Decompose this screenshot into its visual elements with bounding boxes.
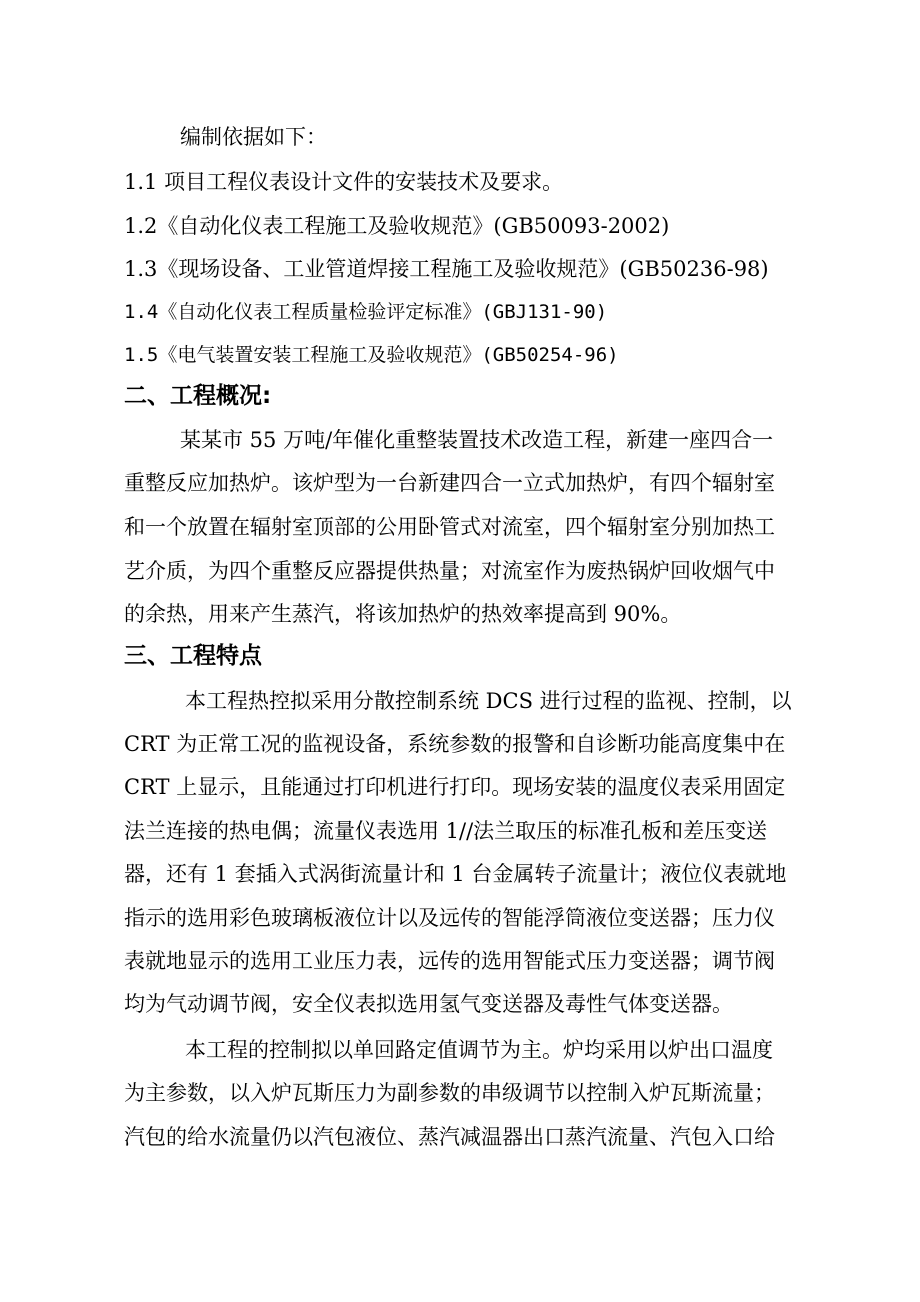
features-line: 本工程热控拟采用分散控制系统 DCS 进行过程的监视、控制，以 bbox=[185, 689, 792, 713]
basis-item: 1.3《现场设备、工业管道焊接工程施工及验收规范》(GB50236-98) bbox=[124, 257, 769, 281]
features-line: 法兰连接的热电偶；流量仪表选用 1//法兰取压的标准孔板和差压变送 bbox=[124, 819, 768, 843]
overview-line: 的余热，用来产生蒸汽，将该加热炉的热效率提高到 90%。 bbox=[124, 602, 682, 626]
basis-item: 1.4《自动化仪表工程质量检验评定标准》(GBJ131-90) bbox=[124, 301, 608, 323]
features-line: CRT 上显示，且能通过打印机进行打印。现场安装的温度仪表采用固定 bbox=[124, 775, 786, 799]
features-line: 指示的选用彩色玻璃板液位计以及远传的智能浮筒液位变送器；压力仪 bbox=[124, 906, 775, 930]
overview-line: 某某市 55 万吨/年催化重整装置技术改造工程，新建一座四合一 bbox=[180, 428, 774, 452]
features-line: 均为气动调节阀，安全仪表拟选用氢气变送器及毒性气体变送器。 bbox=[124, 992, 733, 1016]
features-line: 为主参数，以入炉瓦斯压力为副参数的串级调节以控制入炉瓦斯流量； bbox=[124, 1081, 775, 1105]
section-heading-features: 三、工程特点 bbox=[124, 643, 262, 669]
features-line: 器，还有 1 套插入式涡街流量计和 1 台金属转子流量计；液位仪表就地 bbox=[124, 862, 787, 886]
basis-item: 1.2《自动化仪表工程施工及验收规范》(GB50093-2002) bbox=[124, 214, 670, 238]
basis-intro: 编制依据如下： bbox=[180, 125, 327, 149]
features-line: CRT 为正常工况的监视设备，系统参数的报警和自诊断功能高度集中在 bbox=[124, 732, 786, 756]
features-line: 汽包的给水流量仍以汽包液位、蒸汽减温器出口蒸汽流量、汽包入口给 bbox=[124, 1125, 775, 1149]
basis-item: 1.1 项目工程仪表设计文件的安装技术及要求。 bbox=[124, 170, 564, 194]
basis-item: 1.5《电气装置安装工程施工及验收规范》(GB50254-96) bbox=[124, 344, 619, 366]
overview-line: 重整反应加热炉。该炉型为一台新建四合一立式加热炉，有四个辐射室 bbox=[124, 471, 775, 495]
section-heading-overview: 二、工程概况: bbox=[124, 383, 272, 409]
overview-line: 和一个放置在辐射室顶部的公用卧管式对流室，四个辐射室分别加热工 bbox=[124, 515, 775, 539]
overview-line: 艺介质，为四个重整反应器提供热量；对流室作为废热锅炉回收烟气中 bbox=[124, 559, 775, 583]
features-line: 本工程的控制拟以单回路定值调节为主。炉均采用以炉出口温度 bbox=[185, 1038, 773, 1062]
features-line: 表就地显示的选用工业压力表，远传的选用智能式压力变送器；调节阀 bbox=[124, 949, 775, 973]
